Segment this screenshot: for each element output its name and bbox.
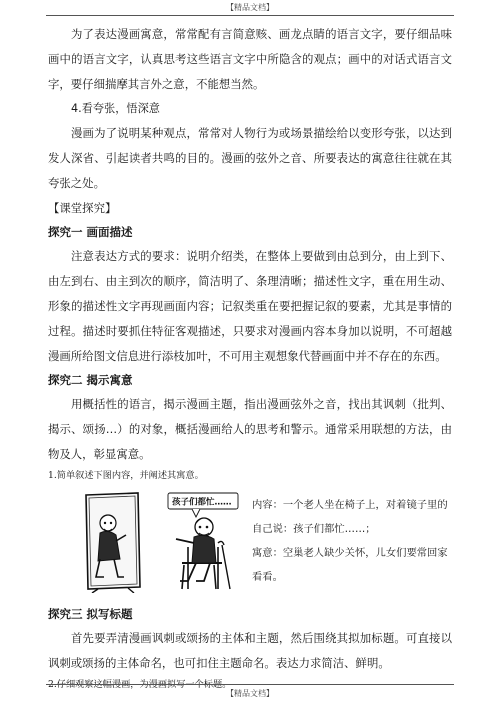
exercise-1-prompt: 1.简单叙述下图内容，并阐述其寓意。	[48, 470, 204, 481]
intro-paragraph-1: 为了表达漫画寓意，常常配有言简意赅、画龙点睛的语言文字，要仔细品味画中的语言文字，认真思考这些语言文字中所隐含的观点；画中的对话式语言文字，要仔细揣摩其言外之意，不能想当然。	[48, 27, 452, 91]
footer-divider	[46, 684, 454, 685]
header-divider	[46, 15, 454, 16]
cartoon-illustration	[76, 489, 244, 593]
cartoon-drawing	[76, 489, 244, 593]
explore-3-title: 探究三 拟写标题	[48, 607, 133, 621]
explore-3-body: 首先要弄清漫画讽刺或颂扬的主体和主题，然后围绕其拟加标题。可直接以讽刺或颂扬的主体命名，也可扣住主题命名。表达力求简洁、鲜明。	[48, 631, 452, 670]
explore-2-body: 用概括性的语言，揭示漫画主题，指出漫画弦外之音，找出其讽刺（批判、揭示、颂扬…）的对象，概括漫画给人的思考和警示。通常采用联想的方法，由物及人，彰显寓意。	[48, 397, 452, 461]
meaning-answer: 寓意：空巢老人缺少关怀，儿女们要常回家看看。	[252, 547, 448, 583]
page-header: 【精品文档】	[226, 3, 274, 12]
point-4-title: 4.看夸张，悟深意	[71, 102, 160, 115]
explore-1-title: 探究一 画面描述	[48, 225, 133, 239]
content-answer: 内容：一个老人坐在椅子上，对着镜子里的自己说：孩子们都忙……；	[252, 499, 448, 535]
cartoon-speech-text: 孩子们都忙……	[172, 497, 232, 508]
cartoon-answers	[252, 493, 452, 589]
explore-2-title: 探究二 揭示寓意	[48, 373, 133, 387]
document-body	[48, 22, 452, 694]
explore-1-body: 注意表达方式的要求：说明介绍类，在整体上要做到由总到分，由上到下、由左到右、由主到次的顺序，简洁明了、条理清晰；描述性文字，重在用生动、形象的描述性文字再现画面内容；记叙类重在要把握记叙的要素，尤其是事情的过程。描述时要抓住特征客观描述，只要求对漫画内容本身加以说明，不可超越漫画所给图文信息进行添枝加叶，不可用主观想象代替画面中并不存在的东西。	[48, 249, 452, 363]
exercise-2-prompt: 2.仔细观察这幅漫画，为漫画拟写一个标题。	[48, 679, 232, 690]
exercise-1-row	[48, 489, 452, 593]
intro-paragraph-2: 漫画为了说明某种观点，常常对人物行为或场景描绘给以变形夸张，以达到发人深省、引起读者共鸣的目的。漫画的弦外之音、所要表达的寓意往往就在其夸张之处。	[48, 126, 452, 190]
class-explore-label: 【课堂探究】	[48, 201, 117, 215]
page-footer: 【精品文档】	[226, 689, 274, 698]
